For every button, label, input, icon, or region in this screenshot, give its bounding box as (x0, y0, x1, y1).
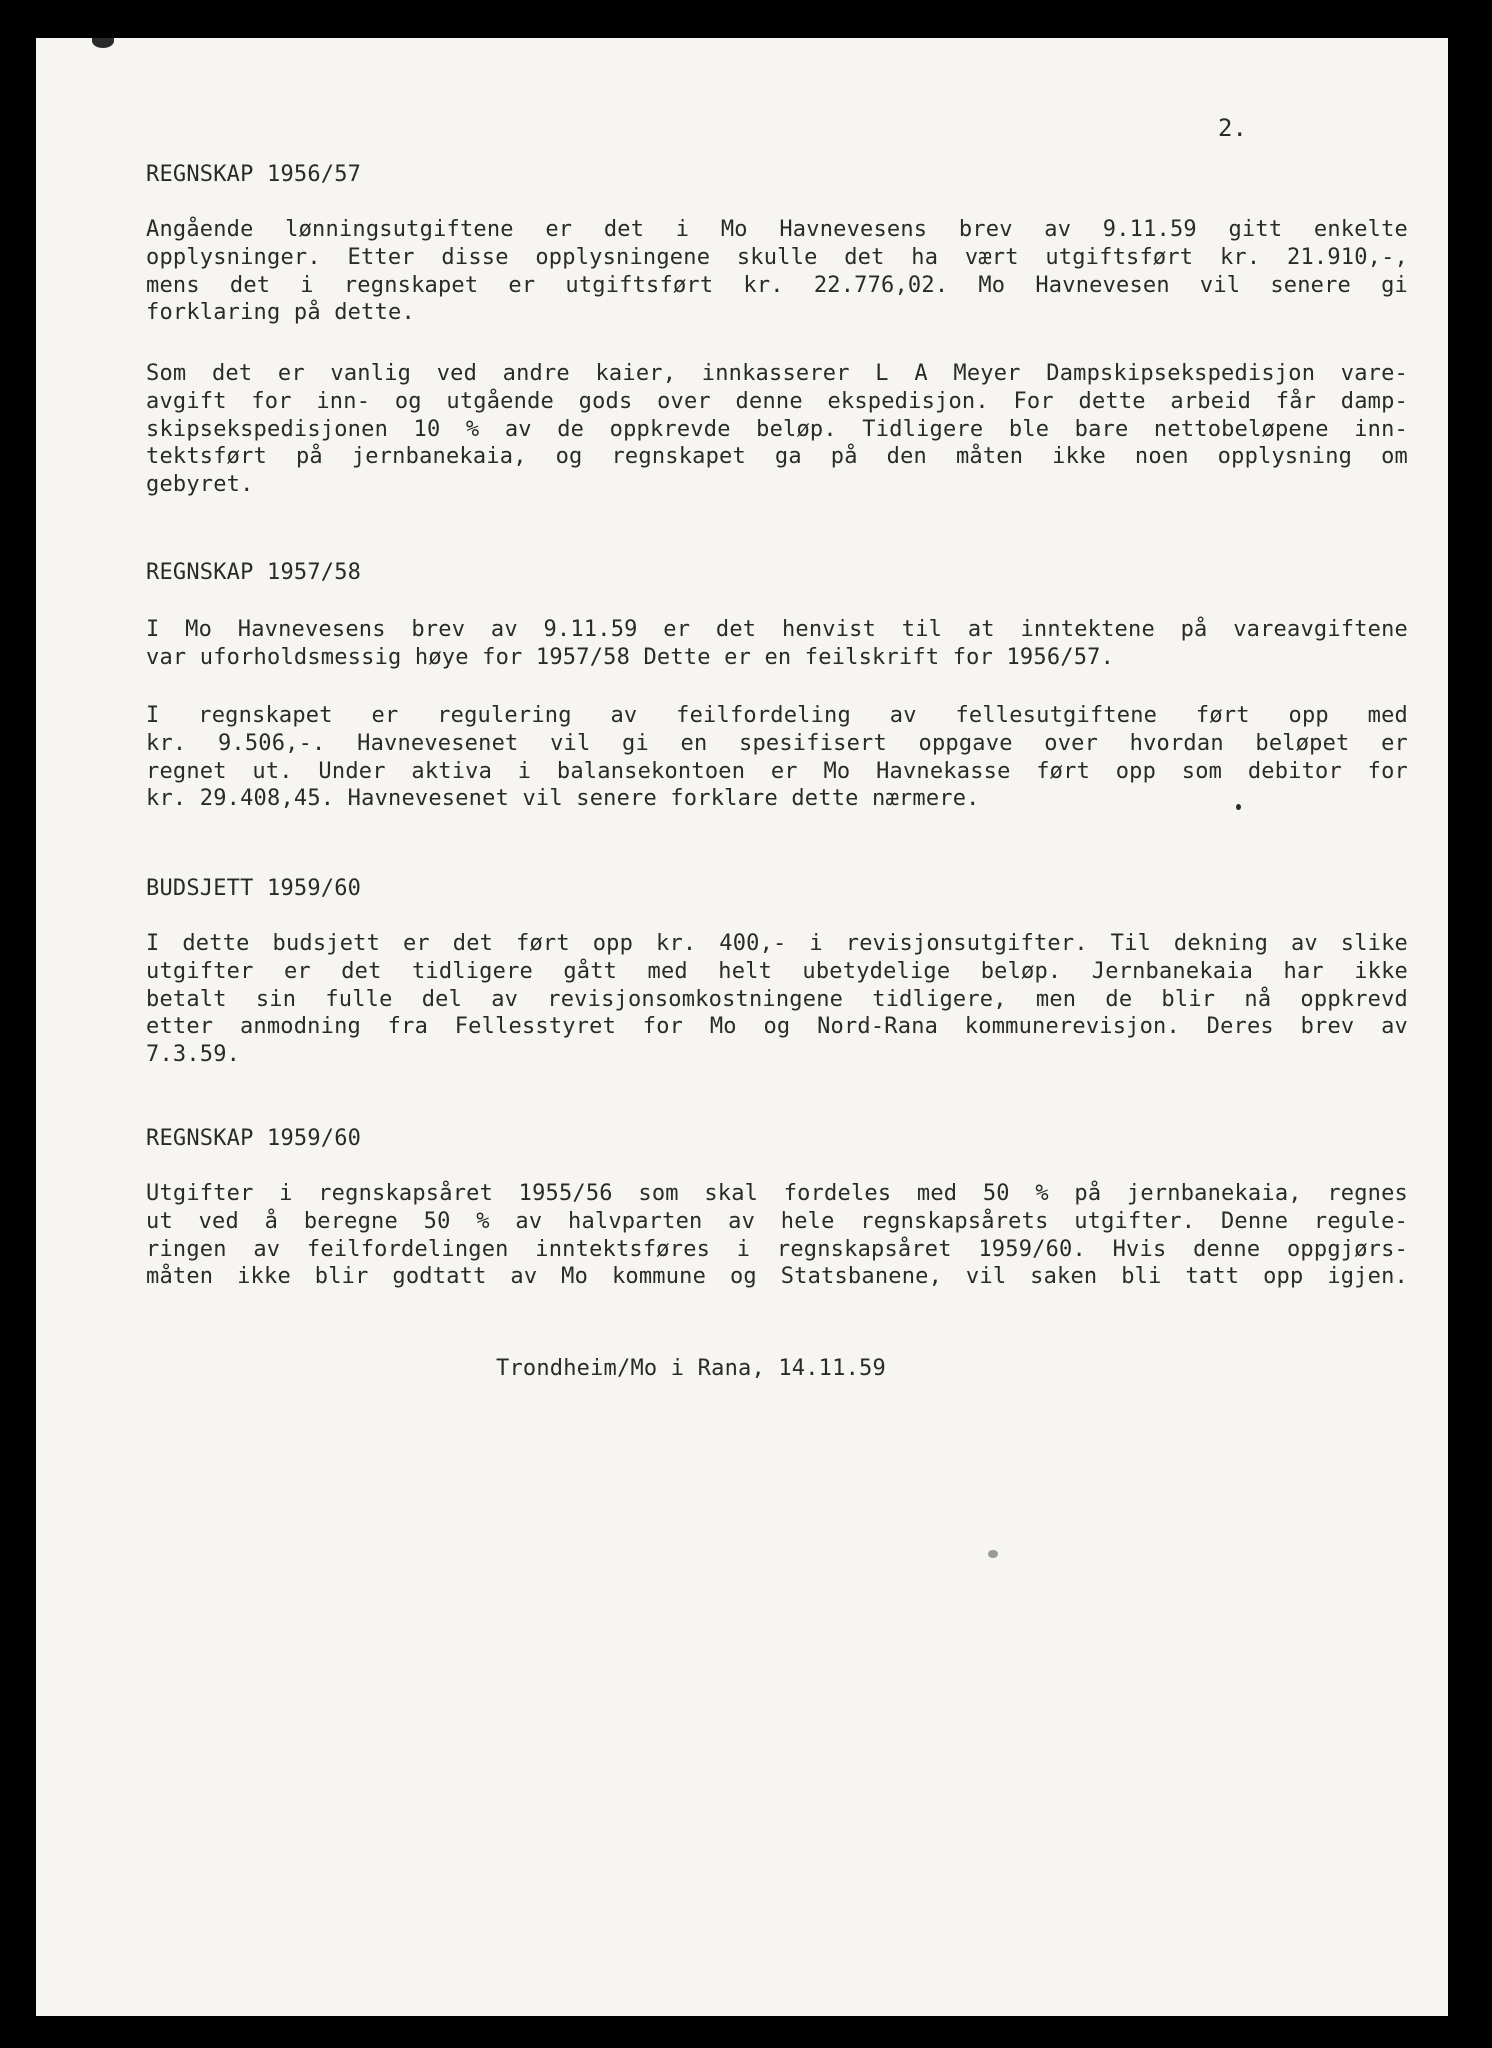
text-line: kr. 29.408,45. Havnevesenet vil senere forklare dette nærmere. (146, 786, 980, 812)
ink-speck (1236, 804, 1241, 810)
text-line: betalt sin fulle del av revisjonsomkostningene tidligere, men de blir nå oppkrevd (146, 986, 1408, 1012)
text-line: forklaring på dette. (146, 300, 415, 326)
text-line: gebyret. (146, 472, 254, 498)
document-page (36, 38, 1448, 2016)
section-heading-budsjett-1959-60: BUDSJETT 1959/60 (146, 876, 362, 901)
section-heading-regnskap-1956-57: REGNSKAP 1956/57 (146, 162, 362, 187)
text-line: var uforholdsmessig høye for 1957/58 Dette er en feilskrift for 1956/57. (146, 644, 1115, 670)
text-line: ringen av feilfordelingen inntektsføres i regnskapsåret 1959/60. Hvis denne oppgjørs- (146, 1236, 1408, 1262)
text-line: ut ved å beregne 50 % av halvparten av hele regnskapsårets utgifter. Denne regule- (146, 1208, 1408, 1234)
place-and-date-signoff: Trondheim/Mo i Rana, 14.11.59 (496, 1356, 886, 1381)
paragraph-havnevesens-brev (146, 616, 1408, 672)
paragraph-feilfordeling (146, 1180, 1408, 1291)
text-line: opplysninger. Etter disse opplysningene skulle det ha vært utgiftsført kr. 21.910,-, (146, 244, 1408, 270)
text-line: I Mo Havnevesens brev av 9.11.59 er det henvist til at inntektene på vareavgiftene (146, 617, 1408, 642)
text-line: tektsført på jernbanekaia, og regnskapet ga på den måten ikke noen opplysning om (146, 444, 1408, 470)
text-line: måten ikke blir godtatt av Mo kommune og Statsbanene, vil saken bli tatt opp igjen. (146, 1264, 1408, 1290)
paragraph-regulering (146, 702, 1408, 813)
text-line: Utgifter i regnskapsåret 1955/56 som skal fordeles med 50 % på jernbanekaia, regnes (146, 1181, 1408, 1206)
paragraph-lonningsutgifter (146, 216, 1408, 327)
text-line: regnet ut. Under aktiva i balansekontoen er Mo Havnekasse ført opp som debitor for (146, 758, 1408, 784)
text-line: 7.3.59. (146, 1042, 241, 1068)
paper-blemish (988, 1550, 998, 1558)
section-heading-regnskap-1959-60: REGNSKAP 1959/60 (146, 1126, 362, 1151)
text-line: avgift for inn- og utgående gods over denne ekspedisjon. For dette arbeid får damp- (146, 388, 1408, 414)
scan-mark-corner (92, 38, 114, 48)
text-line: kr. 9.506,-. Havnevesenet vil gi en spesifisert oppgave over hvordan beløpet er (146, 730, 1408, 756)
text-line: skipsekspedisjonen 10 % av de oppkrevde beløp. Tidligere ble bare nettobeløpene inn- (146, 416, 1408, 442)
text-line: mens det i regnskapet er utgiftsført kr. 22.776,02. Mo Havnevesen vil senere gi (146, 272, 1408, 298)
page-number: 2. (1218, 114, 1247, 142)
text-line: I regnskapet er regulering av feilfordeling av fellesutgiftene ført opp med (146, 703, 1408, 728)
text-line: etter anmodning fra Fellesstyret for Mo og Nord-Rana kommunerevisjon. Deres brev av (146, 1014, 1408, 1040)
section-heading-regnskap-1957-58: REGNSKAP 1957/58 (146, 560, 362, 585)
text-line: I dette budsjett er det ført opp kr. 400,- i revisjonsutgifter. Til dekning av slike (146, 931, 1408, 956)
text-line: Som det er vanlig ved andre kaier, innkasserer L A Meyer Dampskipsekspedisjon vare- (146, 361, 1408, 386)
paragraph-vareavgift (146, 360, 1408, 499)
paragraph-revisjonsutgifter (146, 930, 1408, 1069)
text-line: Angående lønningsutgiftene er det i Mo Havnevesens brev av 9.11.59 gitt enkelte (146, 217, 1408, 242)
text-line: utgifter er det tidligere gått med helt ubetydelige beløp. Jernbanekaia har ikke (146, 958, 1408, 984)
